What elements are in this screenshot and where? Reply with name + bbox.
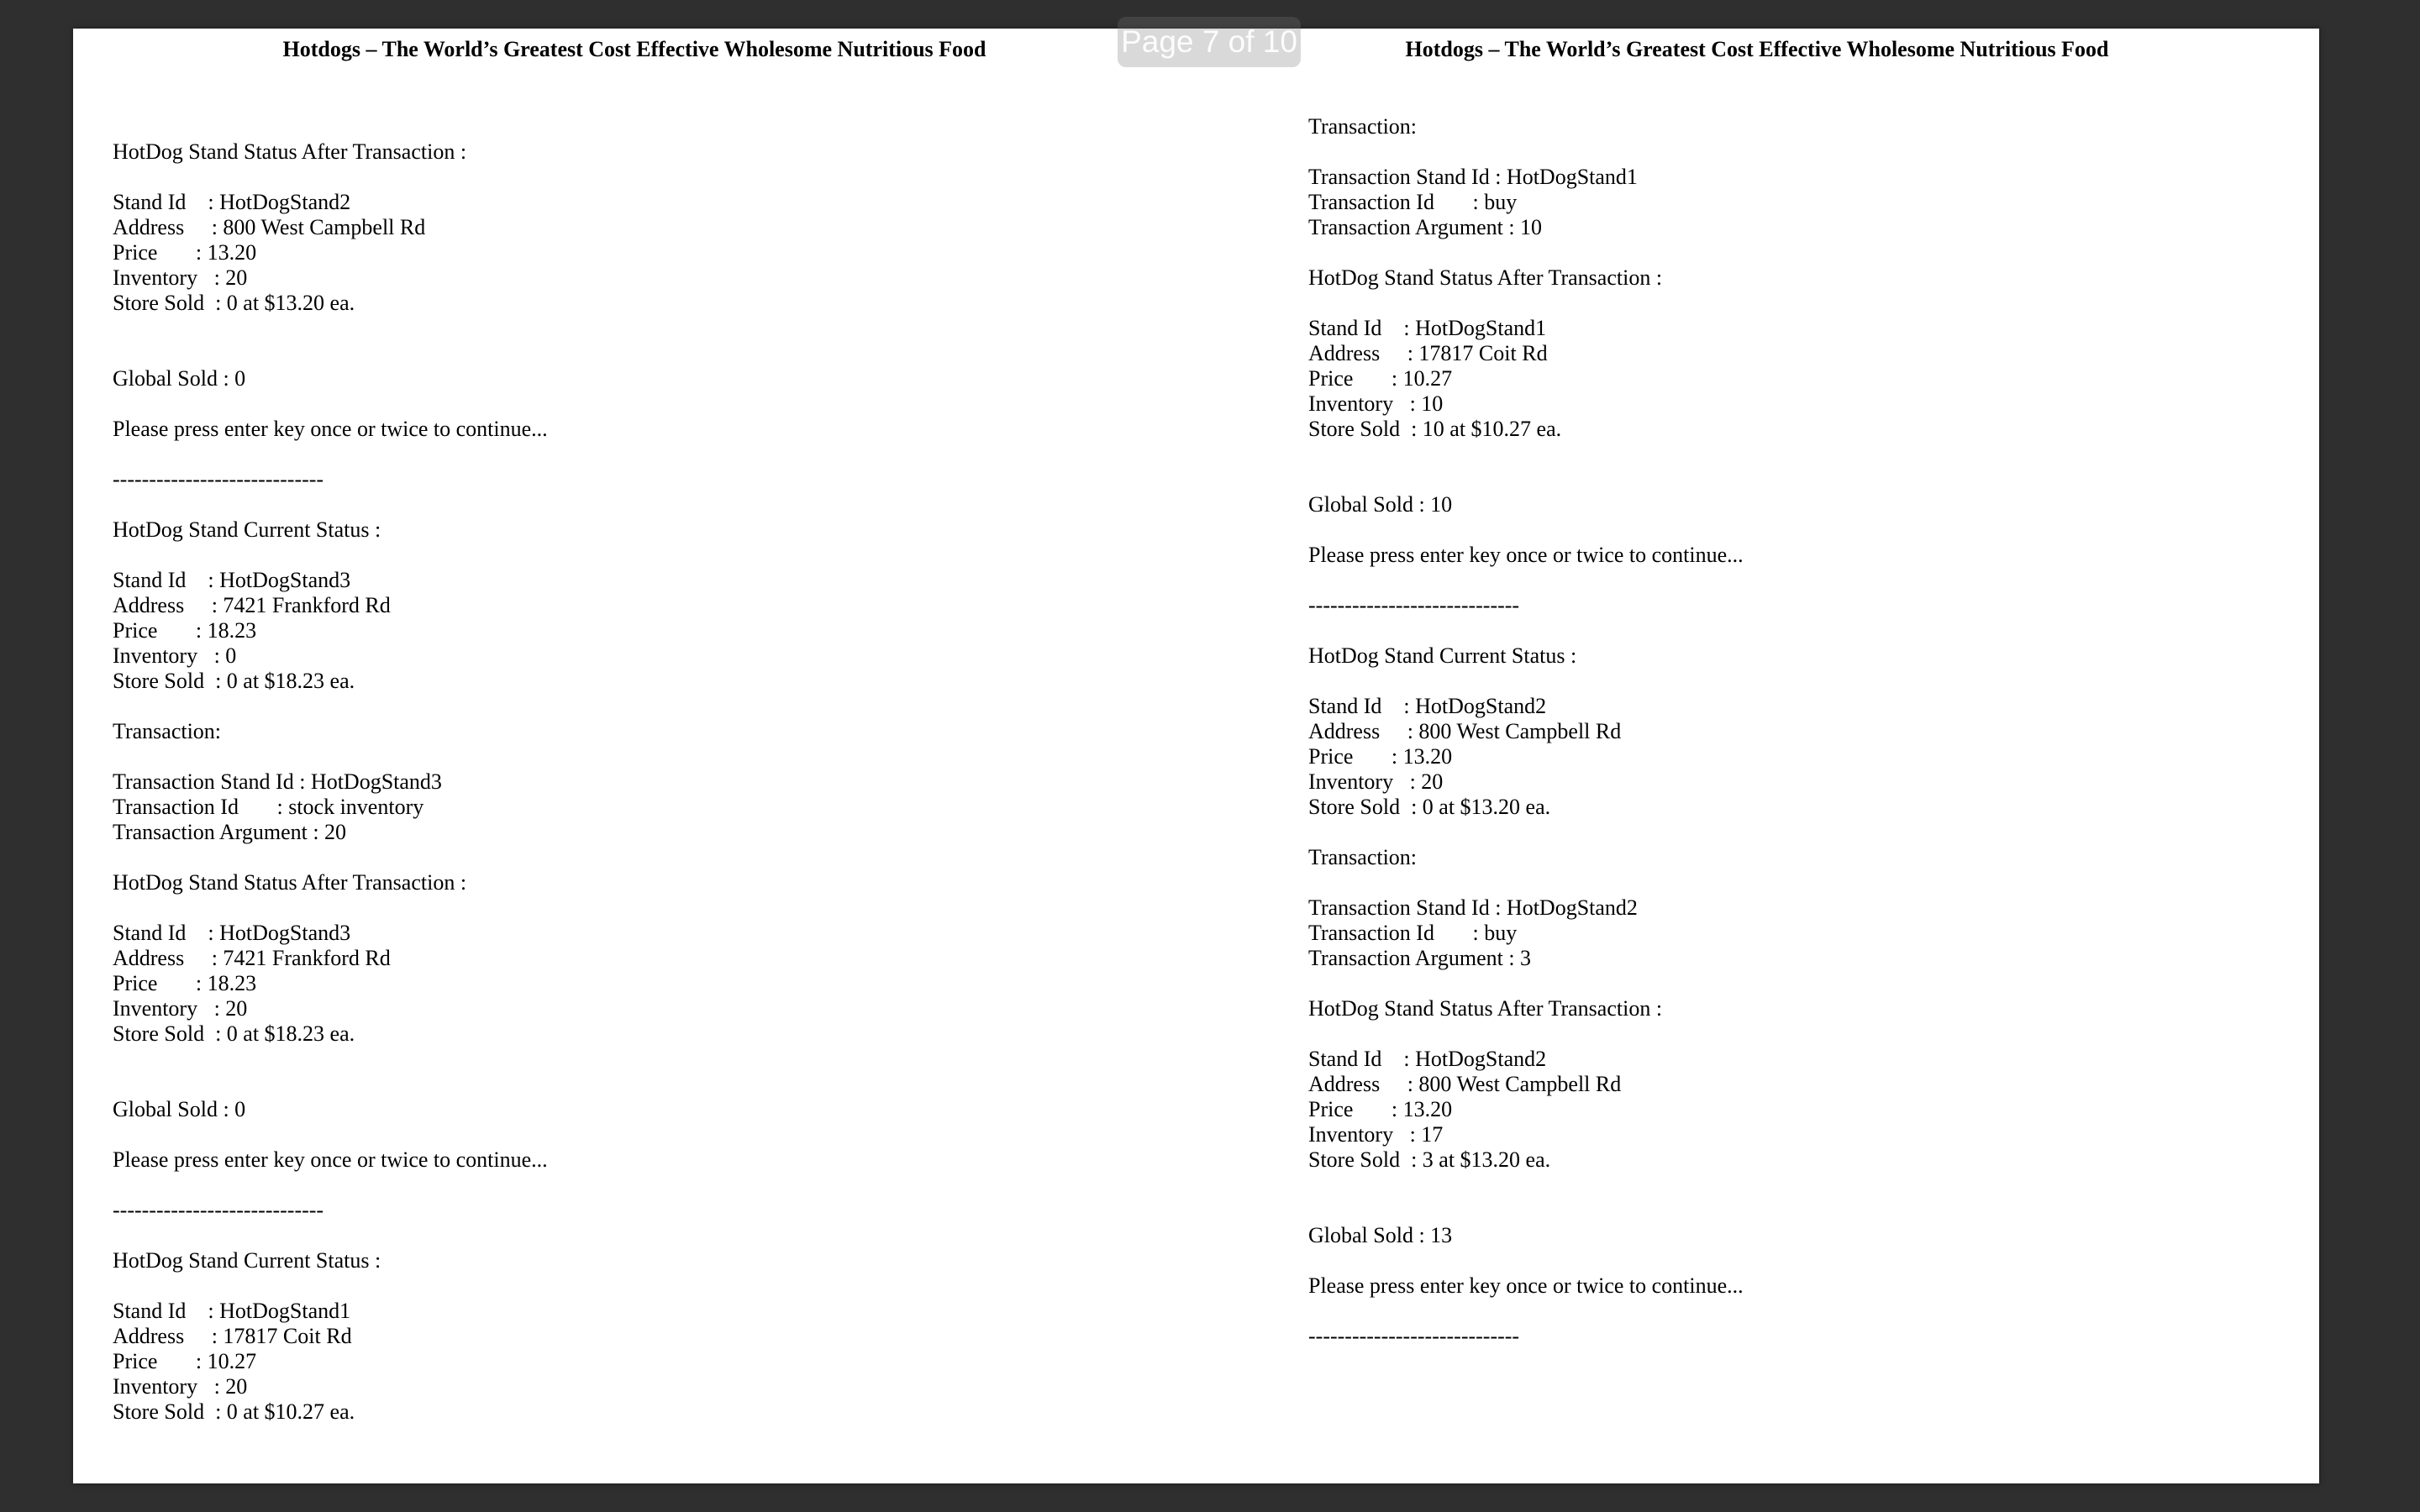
- text-line: Inventory : 20: [113, 265, 248, 290]
- text-line: Transaction Id : buy: [1308, 921, 1518, 945]
- text-line: Transaction Argument : 20: [113, 820, 347, 844]
- text-line: Please press enter key once or twice to continue...: [1308, 1273, 1744, 1298]
- separator-line: -----------------------------: [113, 467, 324, 491]
- text-line: Stand Id : HotDogStand1: [1308, 316, 1547, 340]
- text-line: Store Sold : 3 at $13.20 ea.: [1308, 1147, 1551, 1172]
- text-line: HotDog Stand Status After Transaction :: [113, 139, 467, 164]
- text-line: Address : 17817 Coit Rd: [1308, 341, 1548, 365]
- text-line: Transaction Stand Id : HotDogStand3: [113, 769, 442, 794]
- text-line: HotDog Stand Status After Transaction :: [1308, 996, 1663, 1021]
- text-line: Transaction Stand Id : HotDogStand1: [1308, 165, 1638, 189]
- text-line: Transaction Argument : 3: [1308, 946, 1532, 970]
- text-line: Store Sold : 0 at $13.20 ea.: [113, 291, 355, 315]
- separator-line: -----------------------------: [1308, 593, 1520, 617]
- text-line: Inventory : 0: [113, 643, 237, 668]
- text-line: Transaction:: [1308, 114, 1418, 139]
- text-line: Price : 10.27: [113, 1349, 257, 1373]
- text-line: Stand Id : HotDogStand3: [113, 921, 351, 945]
- text-line: Address : 7421 Frankford Rd: [113, 593, 391, 617]
- text-line: Inventory : 20: [1308, 769, 1444, 794]
- right-page-text: [1308, 114, 1744, 1349]
- text-line: Price : 13.20: [1308, 1097, 1453, 1121]
- text-line: Global Sold : 0: [113, 366, 246, 391]
- text-line: Address : 800 West Campbell Rd: [1308, 1072, 1622, 1096]
- text-line: Inventory : 17: [1308, 1122, 1444, 1147]
- right-page-header: Hotdogs – The World’s Greatest Cost Effective Wholesome Nutritious Food: [1405, 37, 2109, 61]
- text-line: Stand Id : HotDogStand3: [113, 568, 351, 592]
- separator-line: -----------------------------: [113, 1198, 324, 1222]
- document-page[interactable]: [73, 29, 2319, 1483]
- text-line: HotDog Stand Current Status :: [113, 1248, 381, 1273]
- text-line: Please press enter key once or twice to continue...: [113, 1147, 548, 1172]
- separator-line: -----------------------------: [1308, 1324, 1520, 1348]
- text-line: Store Sold : 0 at $18.23 ea.: [113, 669, 355, 693]
- text-line: Transaction:: [113, 719, 222, 743]
- text-line: Transaction Argument : 10: [1308, 215, 1543, 239]
- text-line: Store Sold : 0 at $18.23 ea.: [113, 1021, 355, 1046]
- text-line: Transaction Id : buy: [1308, 190, 1518, 214]
- text-line: Stand Id : HotDogStand1: [113, 1299, 351, 1323]
- text-line: Inventory : 20: [113, 996, 248, 1021]
- text-line: HotDog Stand Current Status :: [1308, 643, 1577, 668]
- text-line: Inventory : 10: [1308, 391, 1444, 416]
- text-line: Address : 800 West Campbell Rd: [1308, 719, 1622, 743]
- text-line: Store Sold : 0 at $13.20 ea.: [1308, 795, 1551, 819]
- text-line: Price : 13.20: [113, 240, 257, 265]
- text-line: Price : 18.23: [113, 618, 257, 643]
- text-line: HotDog Stand Status After Transaction :: [113, 870, 467, 895]
- text-line: Stand Id : HotDogStand2: [1308, 1047, 1547, 1071]
- left-page-header: Hotdogs – The World’s Greatest Cost Effective Wholesome Nutritious Food: [282, 37, 986, 61]
- page-indicator: Page 7 of 10: [1118, 17, 1301, 67]
- text-line: Address : 800 West Campbell Rd: [113, 215, 426, 239]
- right-page-column: [1196, 29, 2318, 1483]
- text-line: Global Sold : 0: [113, 1097, 246, 1121]
- text-line: Stand Id : HotDogStand2: [1308, 694, 1547, 718]
- text-line: Global Sold : 10: [1308, 492, 1453, 517]
- text-line: Price : 13.20: [1308, 744, 1453, 769]
- text-line: Global Sold : 13: [1308, 1223, 1453, 1247]
- text-line: Address : 7421 Frankford Rd: [113, 946, 391, 970]
- text-line: Store Sold : 0 at $10.27 ea.: [113, 1399, 355, 1424]
- text-line: Stand Id : HotDogStand2: [113, 190, 351, 214]
- text-line: Transaction Id : stock inventory: [113, 795, 424, 819]
- text-line: Address : 17817 Coit Rd: [113, 1324, 352, 1348]
- left-page-column: [73, 29, 1196, 1483]
- left-page-text: [113, 139, 548, 1425]
- text-line: Please press enter key once or twice to continue...: [1308, 543, 1744, 567]
- text-line: Price : 18.23: [113, 971, 257, 995]
- text-line: Please press enter key once or twice to continue...: [113, 417, 548, 441]
- text-line: Transaction:: [1308, 845, 1418, 869]
- text-line: Transaction Stand Id : HotDogStand2: [1308, 895, 1638, 920]
- text-line: HotDog Stand Current Status :: [113, 517, 381, 542]
- text-line: HotDog Stand Status After Transaction :: [1308, 265, 1663, 290]
- text-line: Inventory : 20: [113, 1374, 248, 1399]
- text-line: Store Sold : 10 at $10.27 ea.: [1308, 417, 1562, 441]
- text-line: Price : 10.27: [1308, 366, 1453, 391]
